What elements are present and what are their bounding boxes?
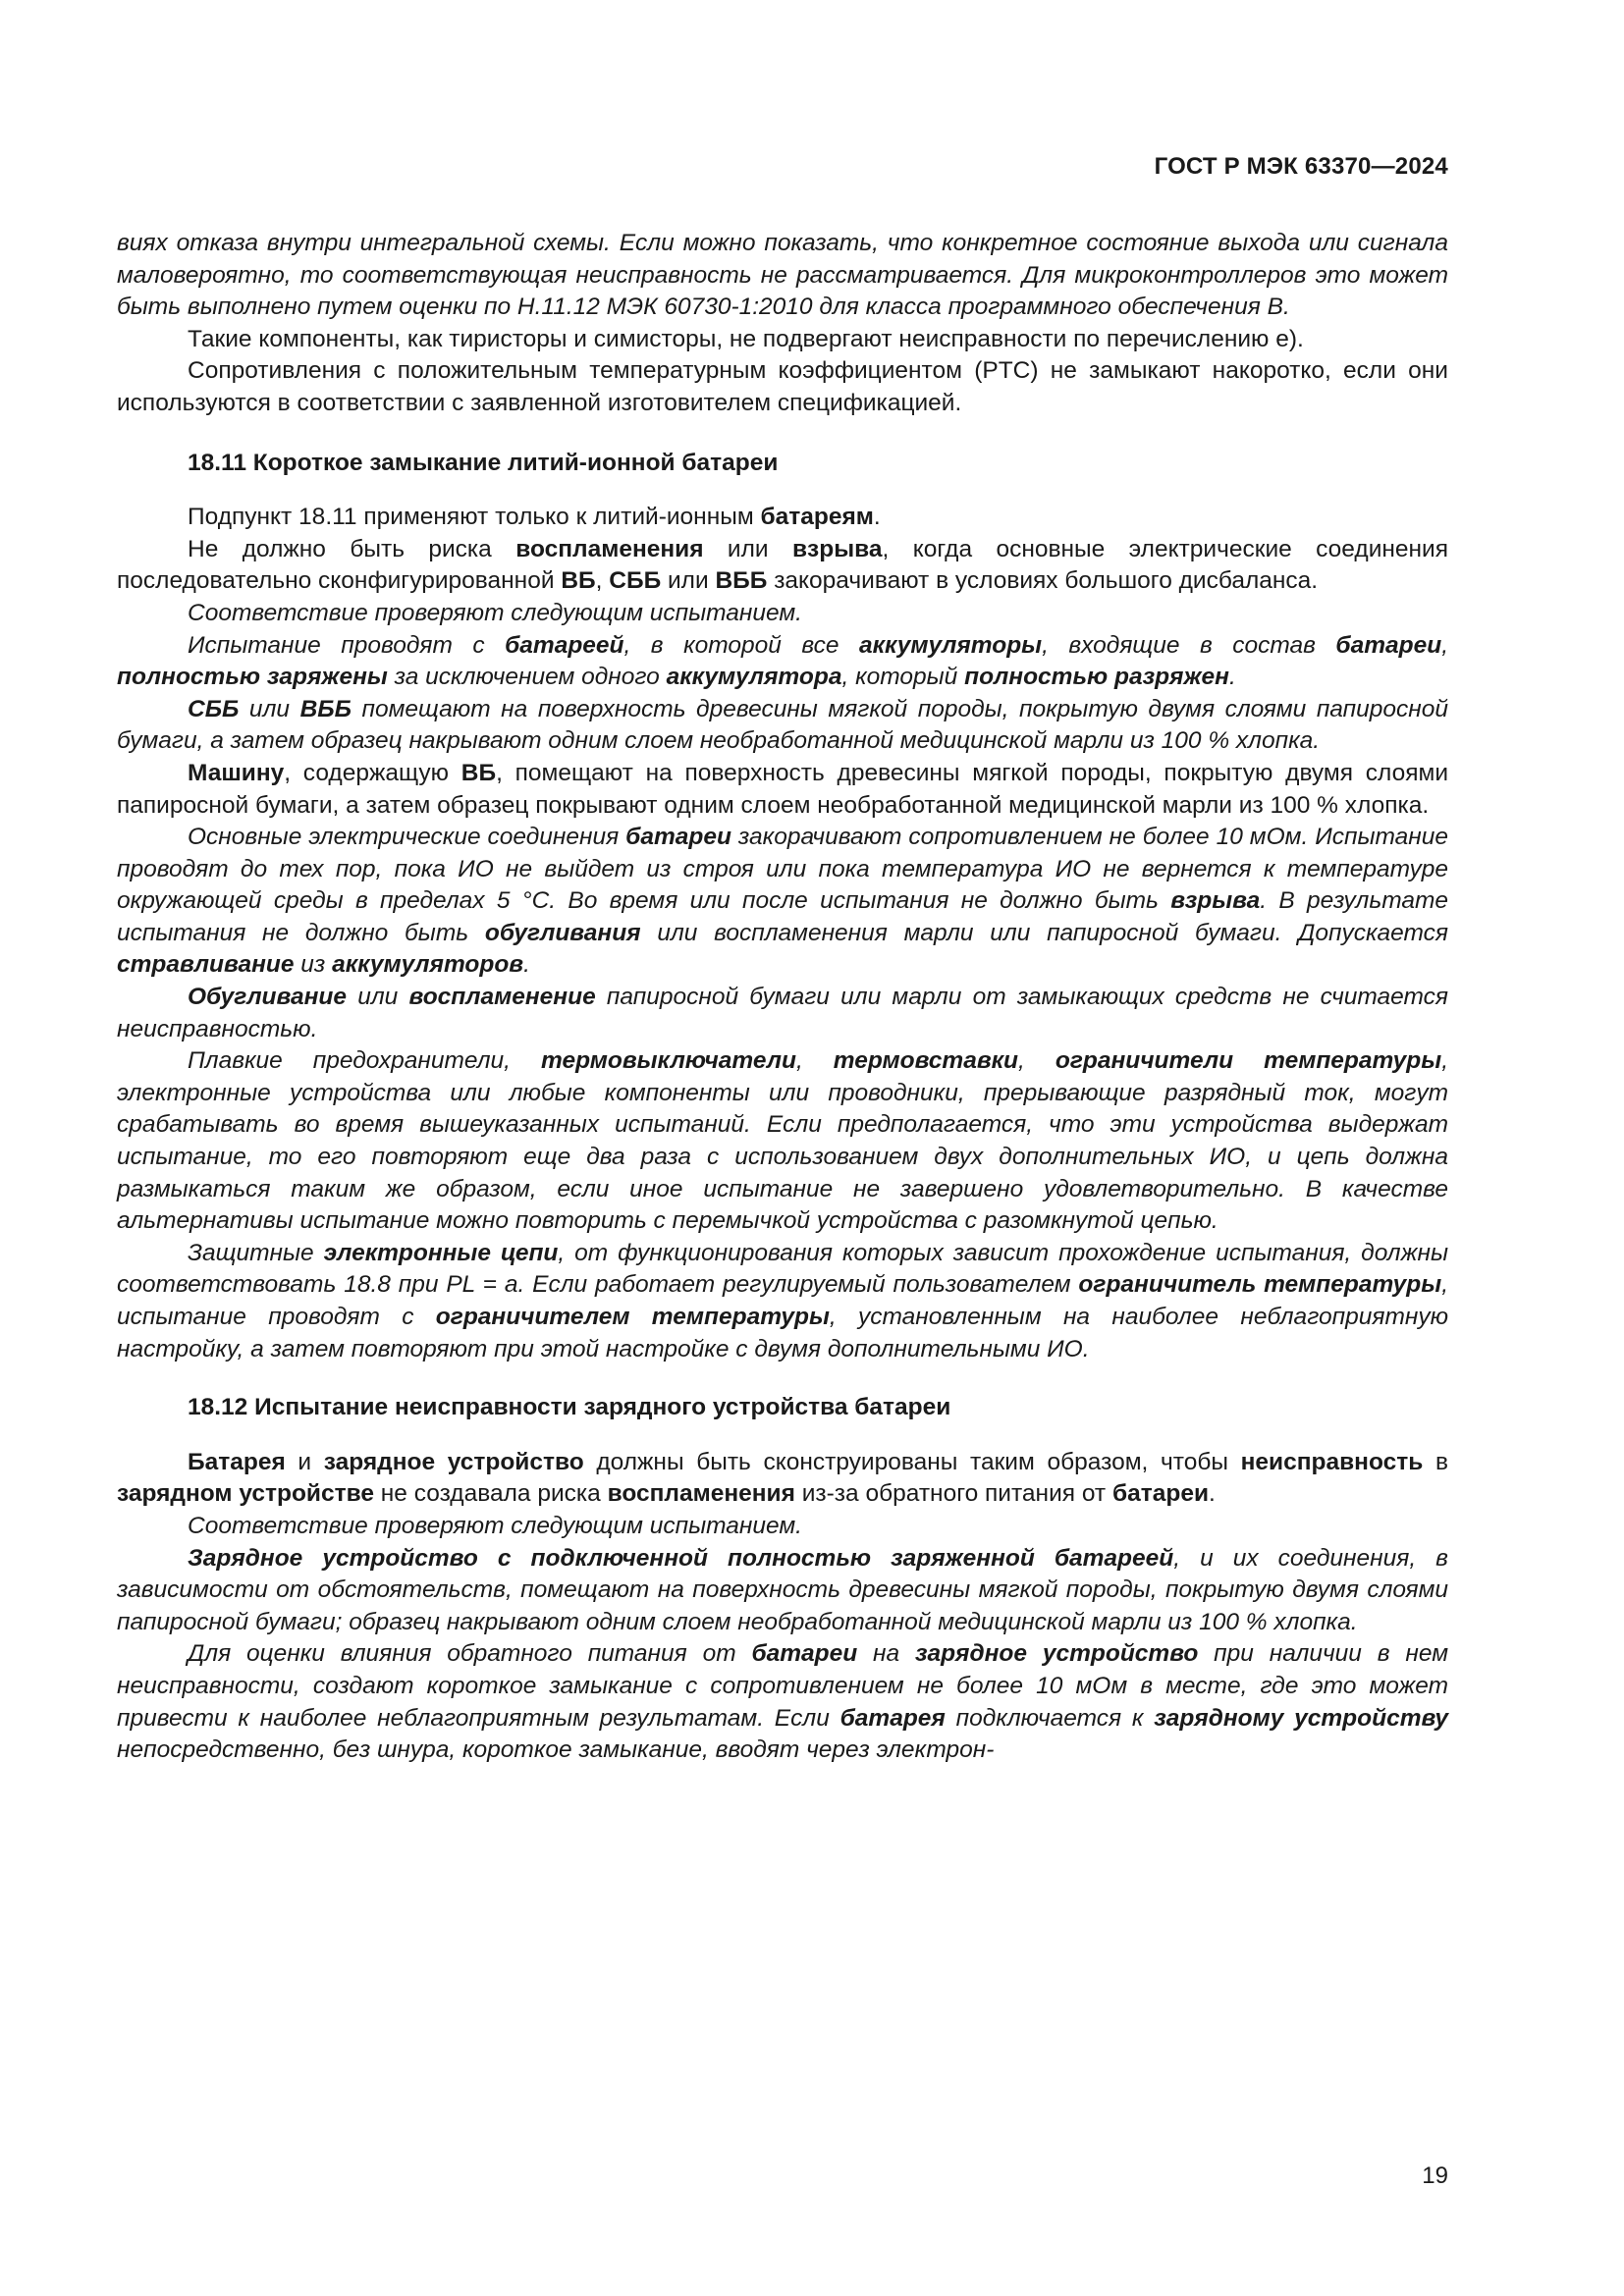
text-run: , помещают на поверхность древесины мягкой породы, покрытую двумя слоями папиросной бумаги, а затем образец покрывают одним слоем необработанной медицинской марли из 100 % хлопка.: [117, 759, 1449, 819]
text-run: , и их соединения, в зависимости от обстоятельств, помещают на поверхность древесины мягкой породы, покрытую двумя слоями папиросной бумаги; образец накрывают одним слоем необработанной медицинской марли из 100 % хлопка.: [117, 1544, 1448, 1635]
text-run: из-за обратного питания от: [794, 1480, 1112, 1508]
text-run: Основные электрические соединения: [188, 824, 626, 851]
text-run: , от функционирования которых зависит прохождение испытания, должны соответствовать 18.8 при PL = a. Если работает регулируемый пользователем: [117, 1239, 1448, 1299]
bold-term: зарядное устройство: [323, 1448, 584, 1475]
text-run: Такие компоненты, как тиристоры и симисторы, не подвергают неисправности по перечислению е).: [188, 325, 1304, 352]
bold-term: батареи: [625, 824, 731, 851]
bold-term: взрыва: [1170, 887, 1261, 915]
bold-term: зарядному устройству: [1154, 1704, 1448, 1732]
bold-term: ограничителем температуры: [435, 1304, 830, 1330]
paragraph-18-12-design: [117, 1447, 1448, 1511]
paragraph-18-11-compliance: [117, 598, 1448, 630]
paragraph-18-12-compliance: [117, 1511, 1448, 1543]
text-run: или воспламенения марли или папиросной бумаги. Допускается: [640, 919, 1448, 946]
paragraph-18-11-fuses: [117, 1045, 1448, 1238]
bold-term: термовыключатели: [541, 1047, 796, 1075]
text-run: виях отказа внутри интегральной схемы. Если можно показать, что конкретное состояние выхода или сигнала маловероятно, то соответствующая неисправность не рассматривается. Для микроконтроллеров это может быть выполнено путем оценки по H.11.12 МЭК 60730-1:2010 для класса программного обеспечения В.: [117, 230, 1448, 321]
bold-term: ограничители температуры: [1055, 1047, 1442, 1075]
paragraph-18-11-charring: [117, 982, 1448, 1045]
text-run: ,: [1441, 631, 1448, 659]
text-run: ,: [595, 567, 610, 595]
bold-term: батареи: [1111, 1480, 1210, 1508]
text-run: или: [239, 695, 300, 722]
bold-term: ограничитель температуры: [1078, 1271, 1442, 1299]
text-run: Соответствие проверяют следующим испытанием.: [188, 1512, 802, 1539]
text-run: ,: [1018, 1047, 1056, 1075]
bold-term: электронные цепи: [323, 1239, 559, 1266]
bold-term: аккумуляторов: [332, 951, 524, 979]
text-run: .: [1209, 1480, 1216, 1508]
bold-term: ВБ: [460, 759, 497, 786]
text-run: помещают на поверхность древесины мягкой породы, покрытую двумя слоями папиросной бумаги, а затем образец накрывают одним слоем необработанной медицинской марли из 100 % хлопка.: [117, 695, 1448, 755]
paragraph-18-11-test: [117, 630, 1448, 694]
text-run: не создавала риска: [373, 1480, 608, 1508]
text-run: . В результате испытания не должно быть: [117, 887, 1448, 946]
bold-term: воспламенение: [408, 984, 596, 1011]
document-code: ГОСТ Р МЭК 63370—2024: [1154, 153, 1448, 180]
page-number: 19: [1422, 2163, 1448, 2189]
paragraph-18-11-sbb: [117, 694, 1448, 758]
bold-term: Машину: [188, 759, 285, 786]
bold-term: взрыва: [792, 535, 883, 562]
bold-term: батареей: [505, 631, 624, 659]
text-run: , который: [841, 664, 965, 691]
bold-term: батареи: [1335, 631, 1442, 659]
bold-term: СББ: [188, 695, 240, 722]
text-run: .: [873, 504, 881, 531]
text-run: или: [347, 984, 409, 1011]
paragraph-18-11-connections: [117, 822, 1448, 982]
paragraph-18-11-protective: [117, 1238, 1448, 1365]
text-run: Защитные: [188, 1239, 324, 1266]
text-run: Подпункт 18.11 применяют только к литий-ионным: [188, 504, 761, 531]
bold-term: термовставки: [833, 1047, 1019, 1075]
text-run: .: [1228, 664, 1236, 691]
text-run: 18.11 Короткое замыкание литий-ионной батареи: [188, 449, 779, 476]
text-run: , входящие в состав: [1042, 631, 1336, 659]
text-run: ,: [795, 1047, 834, 1075]
text-run: Испытание проводят с: [188, 631, 506, 659]
bold-term: воспламенения: [515, 535, 704, 562]
bold-term: воспламенения: [607, 1480, 795, 1508]
text-run: .: [523, 951, 530, 979]
bold-term: стравливание: [117, 951, 295, 979]
text-run: папиросной бумаги или марли от замыкающих средств не считается неисправностью.: [117, 984, 1449, 1042]
text-run: , в которой все: [623, 631, 859, 659]
bold-term: аккумулятора: [666, 664, 842, 691]
paragraph-18-11-scope: [117, 502, 1448, 534]
text-run: , электронные устройства или любые компоненты или проводники, прерывающие разрядный ток, могут срабатывать во время вышеуказанных испытаний. Если предполагается, что эти устройства выдержат испытание, то его повторяют еще два раза с использованием двух дополнительных ИО, и цепь должна размыкаться таким же образом, если иное испытание не завершено удовлетворительно. В качестве альтернативы испытание можно повторить с перемычкой устройства с разомкнутой цепью.: [117, 1047, 1448, 1235]
text-run: непосредственно, без шнура, короткое замыкание, вводят через электрон-: [117, 1736, 995, 1764]
text-run: Для оценки влияния обратного питания от: [188, 1640, 752, 1668]
text-run: или: [703, 535, 792, 562]
text-run: должны быть сконструированы таким образом, чтобы: [583, 1448, 1241, 1475]
paragraph-thyristors: [117, 324, 1448, 356]
text-run: подключается к: [945, 1704, 1155, 1732]
paragraph-18-12-charger: [117, 1543, 1448, 1639]
continuation-paragraph: [117, 228, 1448, 324]
paragraph-18-11-machine: [117, 758, 1448, 822]
text-run: в: [1423, 1448, 1448, 1475]
text-run: при наличии в нем неисправности, создают короткое замыкание с сопротивлением не более 10 мОм в месте, где это может привести к наиболее неблагоприятным результатам. Если: [117, 1640, 1448, 1732]
bold-term: аккумуляторы: [858, 631, 1043, 659]
bold-term: ВББ: [715, 567, 768, 595]
text-run: и: [285, 1448, 324, 1475]
bold-term: Обугливание: [188, 984, 348, 1011]
bold-term: Зарядное устройство с подключенной полностью заряженной батареей: [188, 1544, 1174, 1572]
bold-term: ВБ: [561, 567, 596, 595]
text-run: закорачивают в условиях большого дисбаланса.: [767, 567, 1319, 595]
bold-term: неисправность: [1240, 1448, 1424, 1475]
bold-term: обугливания: [484, 919, 641, 946]
text-run: закорачивают сопротивлением не более 10 мОм. Испытание проводят до тех пор, пока ИО не выйдет из строя или пока температура ИО не вернется к температуре окружающей среды в пределах 5 °C. Во время или после испытания не должно быть: [117, 824, 1448, 915]
text-run: на: [857, 1640, 915, 1668]
bold-term: Батарея: [188, 1448, 286, 1475]
heading-18-11: [117, 448, 1448, 480]
bold-term: СББ: [609, 567, 662, 595]
bold-term: батареи: [751, 1640, 858, 1668]
text-run: Сопротивления с положительным температурным коэффициентом (PTC) не замыкают накоротко, если они используются в соответствии с заявленной изготовителем спецификацией.: [117, 357, 1448, 416]
text-run: , содержащую: [284, 759, 461, 786]
text-run: Плавкие предохранители,: [188, 1047, 541, 1075]
text-run: , когда основные электрические соединения последовательно сконфигурированной: [117, 535, 1449, 595]
text-run: Не должно быть риска: [188, 535, 516, 562]
bold-term: ВББ: [299, 695, 352, 722]
paragraph-ptc: [117, 355, 1448, 419]
document-body: [117, 228, 1448, 1767]
bold-term: батареям: [760, 504, 874, 531]
text-run: или: [661, 567, 716, 595]
bold-term: полностью заряжены: [117, 664, 388, 691]
paragraph-18-11-risk: [117, 534, 1448, 598]
bold-term: батарея: [839, 1704, 946, 1732]
paragraph-18-12-backfeed: [117, 1638, 1448, 1766]
bold-term: зарядное устройство: [914, 1640, 1199, 1668]
bold-term: зарядном устройстве: [117, 1480, 374, 1508]
bold-term: полностью разряжен: [964, 664, 1229, 691]
text-run: , испытание проводят с: [117, 1271, 1448, 1330]
document-page: [117, 0, 1448, 2296]
heading-18-12: [117, 1392, 1448, 1424]
text-run: 18.12 Испытание неисправности зарядного устройства батареи: [188, 1394, 951, 1421]
text-run: Соответствие проверяют следующим испытанием.: [188, 599, 802, 626]
text-run: за исключением одного: [387, 664, 667, 691]
text-run: из: [294, 951, 333, 979]
text-run: , установленным на наиболее неблагоприятную настройку, а затем повторяют при этой настройке с двумя дополнительными ИО.: [117, 1304, 1449, 1362]
